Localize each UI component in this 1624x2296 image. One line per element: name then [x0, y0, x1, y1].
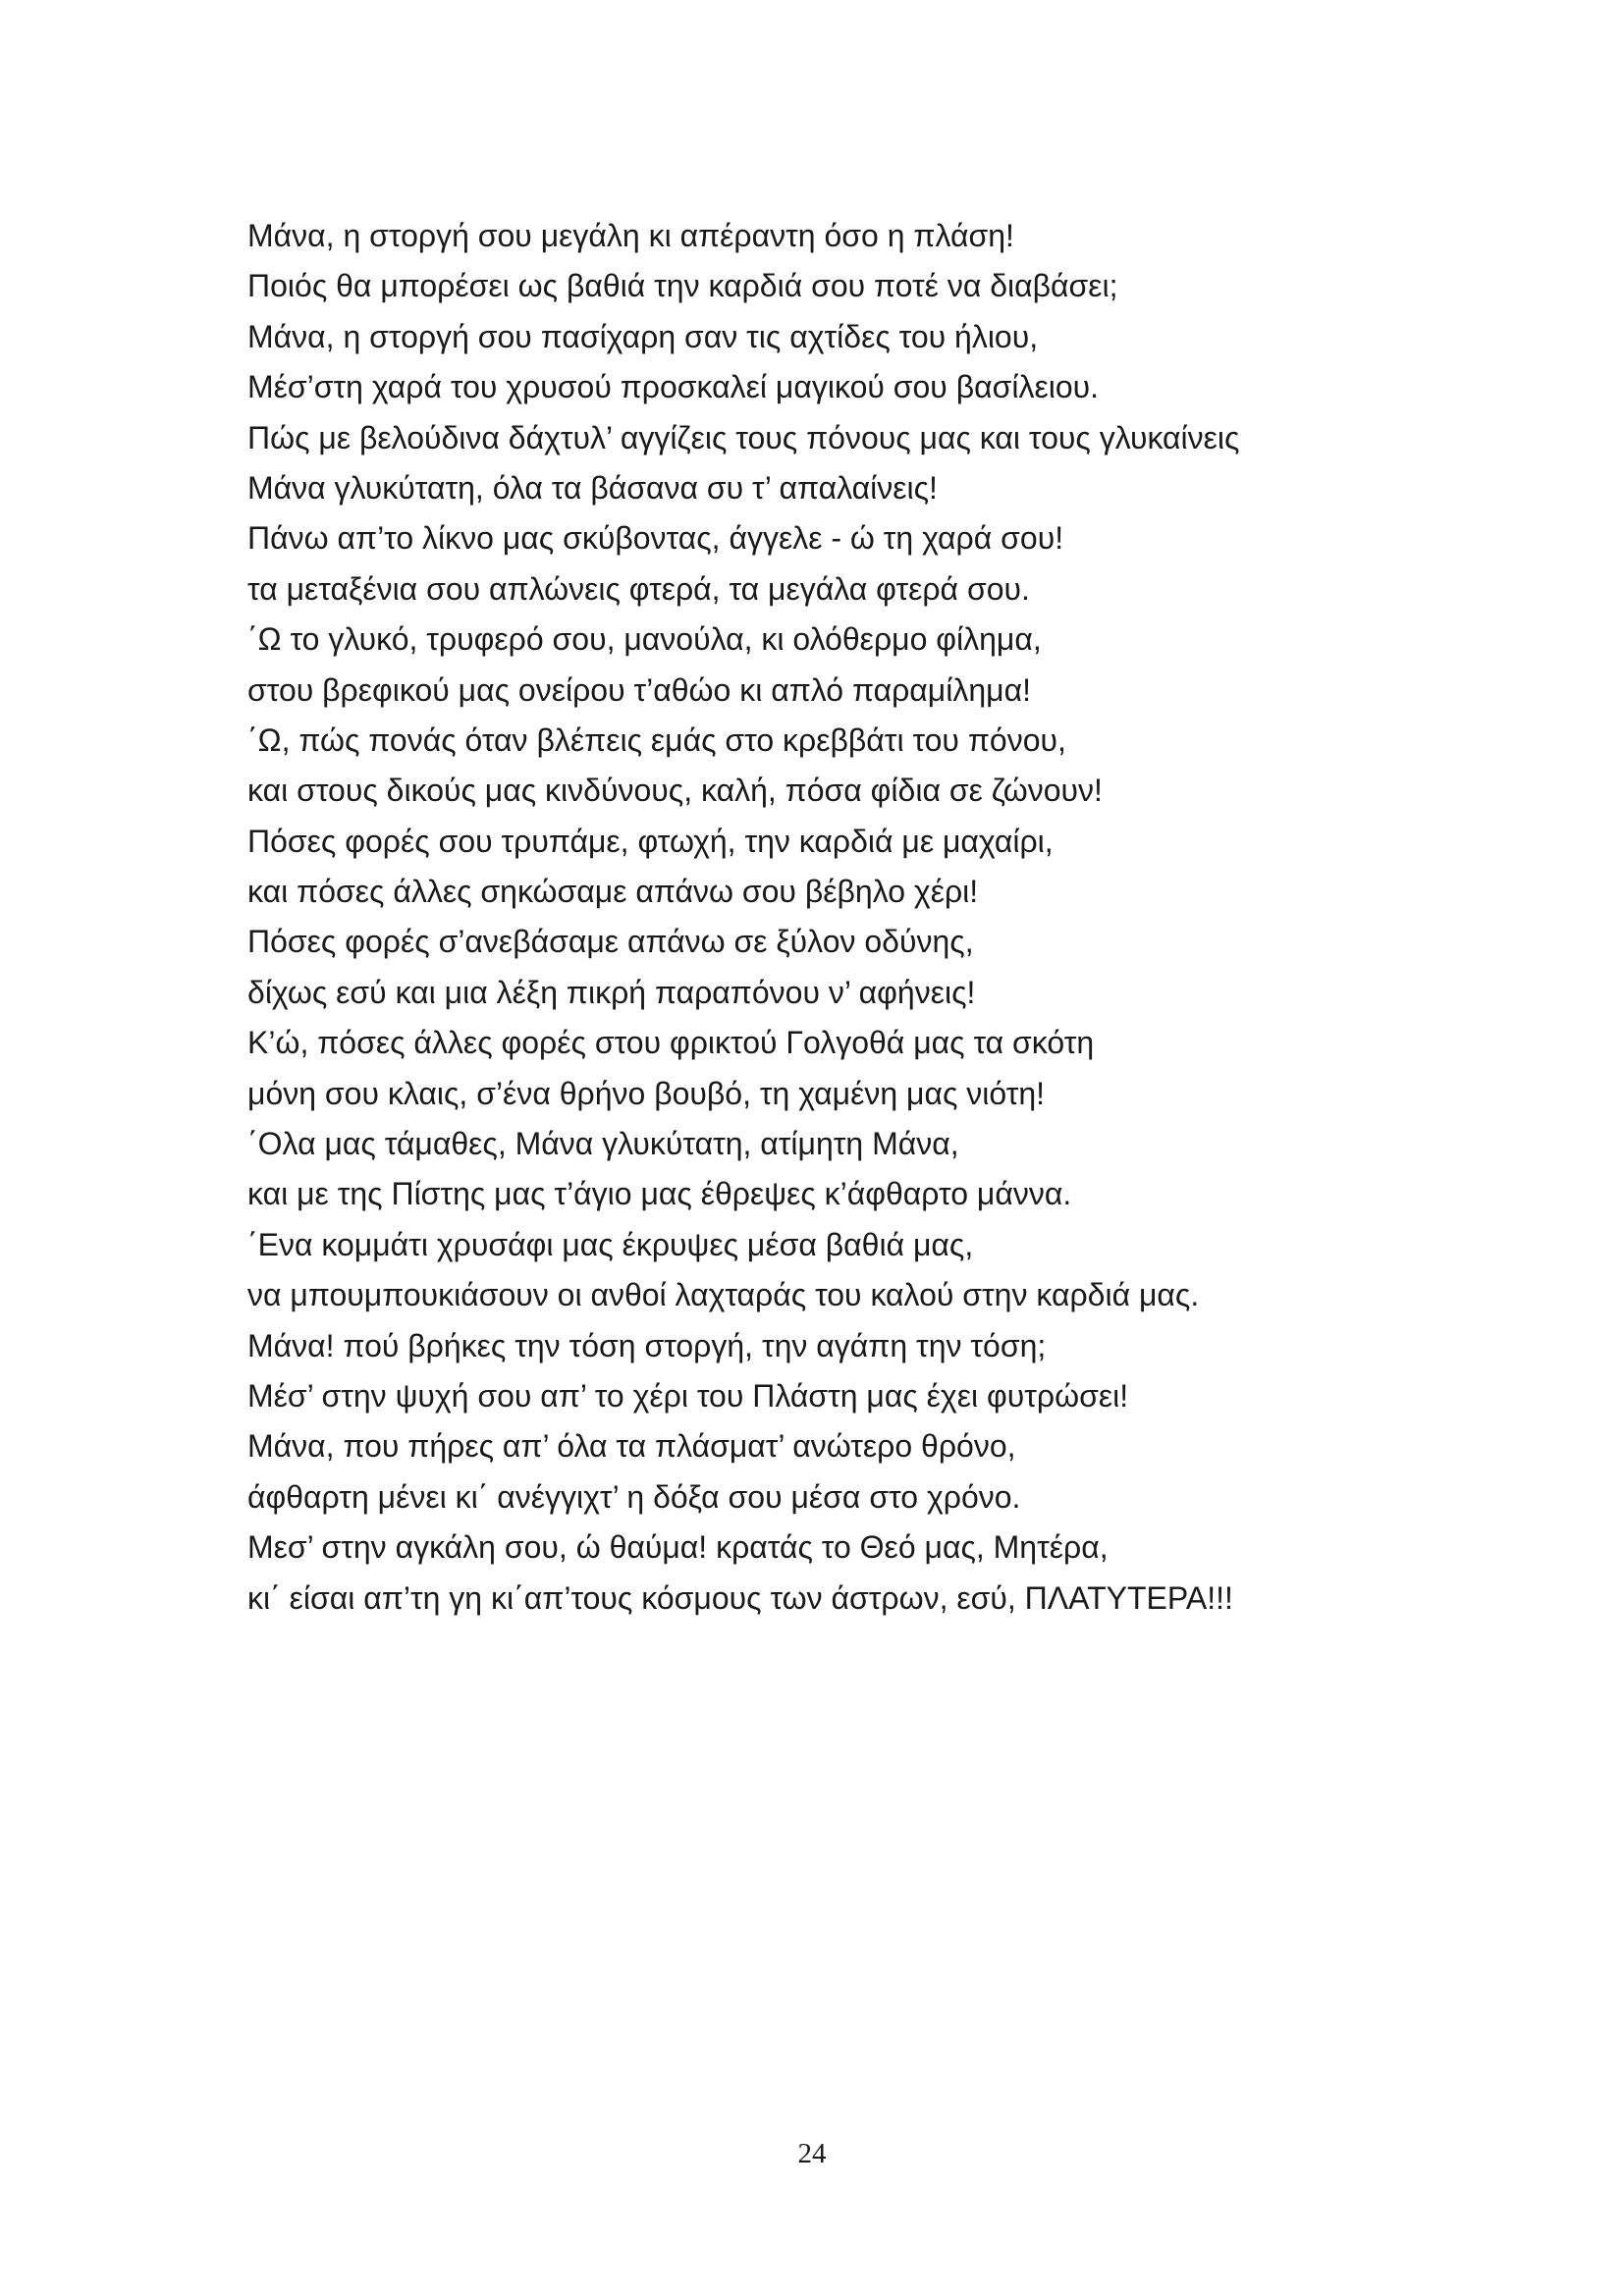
poem-line: στου βρεφικού μας ονείρου τ’αθώο κι απλό παραμίλημα!: [247, 671, 1031, 708]
poem-line: Κ’ώ, πόσες άλλες φορές στου φρικτού Γολγοθά μας τα σκότη: [247, 1025, 1095, 1061]
poem-line: ΄Ω, πώς πονάς όταν βλέπεις εμάς στο κρεββάτι του πόνου,: [247, 721, 1066, 758]
poem-line: άφθαρτη μένει κι΄ ανέγγιχτ’ η δόξα σου μέσα στο χρόνο.: [247, 1478, 1021, 1515]
poem-line: Μάνα γλυκύτατη, όλα τα βάσανα συ τ’ απαλαίνεις!: [247, 469, 938, 506]
poem-line: μόνη σου κλαις, σ’ένα θρήνο βουβό, τη χαμένη μας νιότη!: [247, 1075, 1046, 1111]
poem-line: Πόσες φορές σ’ανεβάσαμε απάνω σε ξύλον οδύνης,: [247, 924, 974, 960]
poem-line: Μέσ’στη χαρά του χρυσού προσκαλεί μαγικού σου βασίλειου.: [247, 369, 1100, 405]
poem-line: Μάνα, η στοργή σου μεγάλη κι απέραντη όσο η πλάση!: [247, 218, 1014, 253]
poem-line: ΄Ολα μας τάμαθες, Μάνα γλυκύτατη, ατίμητη Μάνα,: [247, 1126, 959, 1162]
page-number: 24: [797, 2138, 827, 2169]
poem-line: και με της Πίστης μας τ’άγιο μας έθρεψες κ’άφθαρτο μάννα.: [247, 1176, 1072, 1212]
poem-line: κι΄ είσαι απ’τη γη κι΄απ’τους κόσμους των άστρων, εσύ, ΠΛΑΤΥΤΕΡΑ!!!: [247, 1579, 1233, 1616]
poem-line: Ποιός θα μπορέσει ως βαθιά την καρδιά σου ποτέ να διαβάσει;: [247, 268, 1118, 304]
poem-text: [247, 211, 1426, 1624]
poem-line: Πάνω απ’το λίκνο μας σκύβοντας, άγγελε - ώ τη χαρά σου!: [247, 520, 1064, 557]
poem-line: και στους δικούς μας κινδύνους, καλή, πόσα φίδια σε ζώνουν!: [247, 773, 1103, 809]
poem-line: δίχως εσύ και μια λέξη πικρή παραπόνου ν’ αφήνεις!: [247, 974, 976, 1010]
poem-line: Πώς με βελούδινα δάχτυλ’ αγγίζεις τους πόνους μας και τους γλυκαίνεις: [247, 419, 1240, 455]
poem-line: Μάνα, που πήρες απ’ όλα τα πλάσματ’ ανώτερο θρόνο,: [247, 1428, 1016, 1465]
poem-line: ΄Ενα κομμάτι χρυσάφι μας έκρυψες μέσα βαθιά μας,: [247, 1226, 974, 1262]
poem-line: ΄Ω το γλυκό, τρυφερό σου, μανούλα, κι ολόθερμο φίλημα,: [247, 621, 1042, 658]
poem-line: Μέσ’ στην ψυχή σου απ’ το χέρι του Πλάστη μας έχει φυτρώσει!: [247, 1377, 1129, 1414]
poem-line: Μάνα! πού βρήκες την τόση στοργή, την αγάπη την τόση;: [247, 1327, 1047, 1363]
poem-line: και πόσες άλλες σηκώσαμε απάνω σου βέβηλο χέρι!: [247, 874, 979, 910]
poem-line: Μεσ’ στην αγκάλη σου, ώ θαύμα! κρατάς το Θεό μας, Μητέρα,: [247, 1529, 1109, 1566]
poem-line: Πόσες φορές σου τρυπάμε, φτωχή, την καρδιά με μαχαίρι,: [247, 823, 1054, 859]
poem-line: Μάνα, η στοργή σου πασίχαρη σαν τις αχτίδες του ήλιου,: [247, 318, 1039, 354]
poem-line: τα μεταξένια σου απλώνεις φτερά, τα μεγάλα φτερά σου.: [247, 570, 1030, 607]
poem-line: να μπουμπουκιάσουν οι ανθοί λαχταράς του καλού στην καρδιά μας.: [247, 1277, 1200, 1313]
